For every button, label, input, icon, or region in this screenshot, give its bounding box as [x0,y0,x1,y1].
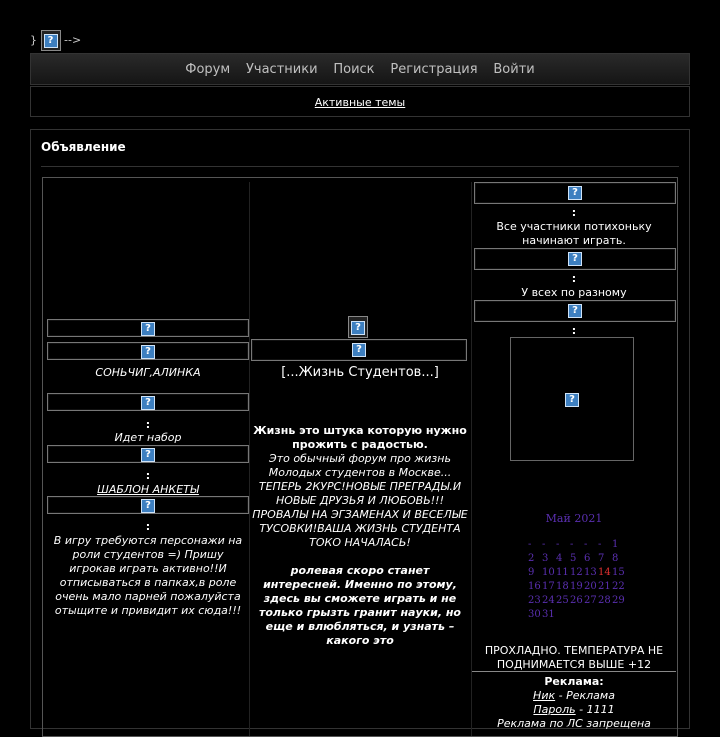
broken-image-icon: ? [568,186,582,200]
ads-password-text: - 1111 [575,703,615,716]
forum-title: [...Жизнь Студентов...] [281,365,439,380]
intro-bold: Жизнь это штука которую нужно прожить с радостью. [253,424,467,451]
separator-dots: : [571,324,577,337]
calendar-day[interactable]: 27 [584,595,597,606]
forum-description [251,424,469,648]
status-text-2: У всех по разному [521,286,627,299]
nav-login[interactable]: Войти [493,62,535,77]
broken-image-bar [474,248,676,270]
calendar-day[interactable]: 9 [528,567,535,578]
ads-nick-text: - Реклама [555,689,615,702]
intro-bold-italic: ролевая скоро станет интересней. Именно по этому, здесь вы сможете играть и не только грызть гранит науки, но еще и влюбляться, и узнать – какого это [258,564,461,647]
broken-image-icon: ? [352,343,366,357]
calendar-day[interactable]: 4 [556,553,563,564]
image-box [510,337,634,461]
active-topics-link[interactable]: Активные темы [314,96,406,109]
calendar-day[interactable]: 31 [542,609,555,620]
intro-italic: Это обычный форум про жизнь Молодых студентов в Москве... ТЕПЕРЬ 2КУРС!НОВЫЕ ПРЕГРАДЫ.И НОВЫЕ ДРУЗЬЯ И ЛЮБОВЬ!!! ПРОВАЛЫ НА ЭГЗАМЕНАХ И ВЕСЕЛЫЕ ТУСОВКИ!ВАША ЖИЗНЬ СТУДЕНТА ТОКО НАЧАЛАСЬ! [252,452,468,549]
calendar-day[interactable]: 30 [528,609,541,620]
calendar-day[interactable]: 12 [570,567,583,578]
calendar-day: - [570,539,574,550]
calendar-day[interactable]: 15 [612,567,625,578]
ads-title: Реклама: [544,675,604,688]
calendar-day: - [542,539,546,550]
calendar-day[interactable]: 2 [528,553,535,564]
calendar-day[interactable]: 26 [570,595,583,606]
nav-forum[interactable]: Форум [185,62,231,77]
members-names: СОНЬЧИГ,АЛИНКА [95,366,201,379]
calendar-week [528,609,628,623]
calendar-day[interactable]: 14 [598,567,611,578]
calendar-week [528,553,628,567]
calendar-day[interactable]: 5 [570,553,577,564]
divider [472,671,676,672]
calendar-week [528,595,628,609]
ads-password-link[interactable]: Пароль [533,703,576,716]
separator-dots: : [571,272,577,285]
temperature-text: ПРОХЛАДНО. ТЕМПЕРАТУРА НЕ ПОДНИМАЕТСЯ ВЫШЕ +12 [484,644,664,671]
calendar-day[interactable]: 28 [598,595,611,606]
calendar-day: - [584,539,588,550]
calendar-day[interactable]: 13 [584,567,597,578]
calendar-week [528,567,628,581]
broken-image-bar [47,393,249,411]
fragment-comment-end: --> [64,33,82,47]
nav-search[interactable]: Поиск [333,62,375,77]
calendar-grid [528,539,628,623]
broken-image-icon: ? [348,316,368,338]
calendar-title[interactable]: Май 2021 [545,512,603,525]
calendar-day[interactable]: 19 [570,581,583,592]
broken-image-icon: ? [565,393,579,407]
calendar-day[interactable]: 7 [598,553,605,564]
broken-image-bar [47,342,249,360]
ads-block [472,675,676,731]
calendar-day[interactable]: 22 [612,581,625,592]
broken-image-bar [474,182,676,204]
separator-dots: : [145,418,151,431]
broken-image-bar [47,496,249,514]
calendar-day[interactable]: 6 [584,553,591,564]
broken-image-icon: ? [141,396,155,410]
announcement-panel [30,129,690,729]
broken-image-icon: ? [568,252,582,266]
left-column [47,182,250,736]
calendar-day[interactable]: 18 [556,581,569,592]
calendar-day[interactable]: 11 [556,567,569,578]
calendar-day[interactable]: 17 [542,581,555,592]
ads-nick-link[interactable]: Ник [533,689,556,702]
calendar-day[interactable]: 3 [542,553,549,564]
separator-dots: : [571,206,577,219]
nav-members[interactable]: Участники [245,62,318,77]
calendar-day[interactable]: 20 [584,581,597,592]
broken-image-icon: ? [41,30,61,51]
top-html-fragment [30,30,81,51]
broken-image-icon: ? [568,304,582,318]
template-link[interactable]: ШАБЛОН АНКЕТЫ [97,483,199,496]
calendar-day[interactable]: 23 [528,595,541,606]
separator-dots: : [145,520,151,533]
broken-image-icon: ? [141,448,155,462]
divider [41,166,679,167]
ads-rule: Реклама по ЛС запрещена [497,717,651,730]
calendar-day: - [528,539,532,550]
calendar-day[interactable]: 1 [612,539,619,550]
broken-image-bar [47,319,249,337]
fragment-brace: } [30,33,37,47]
calendar-week [528,581,628,595]
active-topics-bar [30,86,690,117]
calendar-day[interactable]: 24 [542,595,555,606]
calendar-day[interactable]: 16 [528,581,541,592]
calendar-day: - [556,539,560,550]
main-navbar [30,53,690,85]
separator-dots: : [145,469,151,482]
broken-image-bar [474,300,676,322]
announcement-title: Объявление [41,140,126,154]
announcement-table [42,177,678,737]
calendar-day[interactable]: 25 [556,595,569,606]
broken-image-icon: ? [141,345,155,359]
status-text-1: Все участники потихоньку начинают играть. [496,220,652,247]
calendar-day[interactable]: 10 [542,567,555,578]
calendar-day[interactable]: 8 [612,553,619,564]
recruit-notice: В игру требуются персонажи на роли студентов =) Пришу игрокав играть активно!!И отписываться в папках,в роле очень мало парней пожалуйста отыщите и привидит их сюда!!! [53,534,243,617]
middle-column [251,182,469,736]
calendar-day[interactable]: 29 [612,595,625,606]
broken-image-bar [251,339,467,361]
broken-image-bar [47,445,249,463]
nav-register[interactable]: Регистрация [390,62,478,77]
right-column [471,182,676,736]
broken-image-icon: ? [141,322,155,336]
calendar-week [528,539,628,553]
broken-image-icon: ? [141,499,155,513]
calendar-day: - [598,539,602,550]
recruiting-text: Идет набор [114,431,182,444]
calendar-day[interactable]: 21 [598,581,611,592]
